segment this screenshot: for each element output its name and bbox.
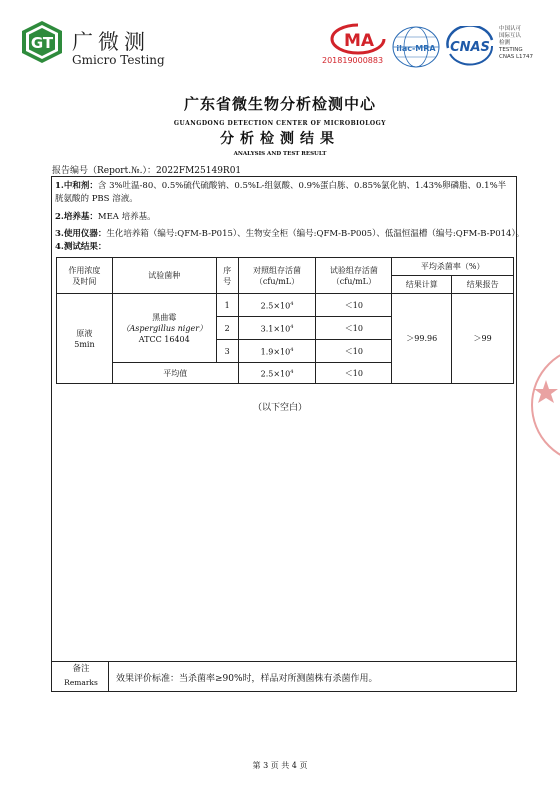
brand-name-cn: 广微测 — [72, 30, 150, 54]
result-report-cell: ＞99 — [452, 294, 514, 384]
neutralizer-info-cont: 胱氨酸的 PBS 溶液。 — [55, 194, 138, 204]
instrument-label: 3.使用仪器： — [55, 229, 107, 239]
result-calc-cell: ＞99.96 — [392, 294, 452, 384]
test-cell: ＜10 — [316, 340, 392, 363]
average-test-cell: ＜10 — [316, 363, 392, 384]
cnas-label: CNAS — [450, 40, 490, 55]
concentration-cell: 原液 5min — [57, 294, 113, 384]
table-header-row — [57, 258, 514, 276]
header-concentration: 作用浓度 及时间 — [57, 258, 113, 294]
control-cell: $2.5\times 10^4$ — [238, 294, 316, 317]
result-frame — [51, 176, 517, 692]
table-row — [57, 294, 514, 317]
strain-cell — [112, 294, 216, 363]
average-label: 平均值 — [112, 363, 238, 384]
neutralizer-text: 含 3%吐温-80、0.5%硫代硫酸钠、0.5%L-组氨酸、0.9%蛋白胨、0.85%氯化钠、1.43%卵磷脂、0.1%半 — [97, 181, 507, 191]
center-title-cn: 广东省微生物分析检测中心 — [183, 95, 376, 113]
results-table — [56, 257, 514, 384]
cnas-logo — [444, 26, 496, 66]
test-result-label: 4.测试结果： — [55, 242, 107, 252]
report-number: 报告编号（Report.№.）：2022FM25149R01 — [52, 166, 242, 176]
center-title-en: GUANGDONG DETECTION CENTER OF MICROBIOLOGY — [173, 120, 387, 127]
brand-name-en: Gmicro Testing — [72, 53, 165, 67]
result-title-cn: 分析检测结果 — [220, 131, 340, 147]
cma-logo — [328, 22, 388, 56]
strain-name-cn: 黑曲霉 — [152, 312, 177, 322]
control-cell: $3.1\times 10^4$ — [238, 317, 316, 340]
remarks-label: 备注 Remarks — [64, 664, 98, 687]
cma-label: MA — [343, 31, 375, 51]
medium-info — [55, 211, 156, 224]
header-seq: 序 号 — [216, 258, 238, 294]
header-control: 对照组存活菌 （cfu/mL） — [238, 258, 316, 294]
result-title-en: ANALYSIS AND TEST RESULT — [233, 151, 327, 157]
svg-text:GT: GT — [30, 34, 54, 52]
header-strain: 试验菌种 — [112, 258, 216, 294]
partial-seal-stamp — [528, 335, 560, 475]
average-control-cell: $2.5\times 10^4$ — [238, 363, 316, 384]
strain-atcc: ATCC 16404 — [138, 334, 190, 344]
header-report: 结果报告 — [452, 276, 514, 294]
seq-cell: 3 — [216, 340, 238, 363]
seq-cell: 1 — [216, 294, 238, 317]
neutralizer-label: 1.中和剂： — [55, 181, 98, 191]
seq-cell: 2 — [216, 317, 238, 340]
medium-text: MEA 培养基。 — [97, 212, 156, 222]
test-cell: ＜10 — [316, 294, 392, 317]
ilac-label: ilac-MRA — [396, 44, 436, 53]
remarks-divider — [108, 661, 109, 692]
header-calc: 结果计算 — [392, 276, 452, 294]
page-footer: 第 3 页 共 4 页 — [252, 761, 308, 770]
medium-label: 2.培养基： — [55, 212, 98, 222]
header-avg-rate: 平均杀菌率（%） — [392, 258, 514, 276]
instrument-text: 生化培养箱（编号:QFM-B-P015）、生物安全柜（编号:QFM-B-P005）、低温恒温槽（编号:QFM-B-P014）。 — [106, 229, 525, 239]
test-cell: ＜10 — [316, 317, 392, 340]
strain-name-latin: （Aspergillus niger） — [121, 323, 208, 333]
instrument-info — [55, 228, 524, 241]
gmicro-logo — [20, 20, 64, 64]
remarks-text: 效果评价标准：当杀菌率≥90%时，样品对所测菌株有杀菌作用。 — [116, 674, 378, 684]
cnas-accreditation-text: 中国认可 国际互认 检测 TESTING CNAS L1747 — [499, 26, 534, 60]
neutralizer-info — [55, 180, 506, 193]
header-test: 试验组存活菌 （cfu/mL） — [316, 258, 392, 294]
ilac-mra-logo — [390, 24, 442, 70]
blank-below-note: （以下空白） — [252, 403, 307, 413]
cma-number: 201819000883 — [322, 56, 384, 65]
control-cell: $1.9\times 10^4$ — [238, 340, 316, 363]
